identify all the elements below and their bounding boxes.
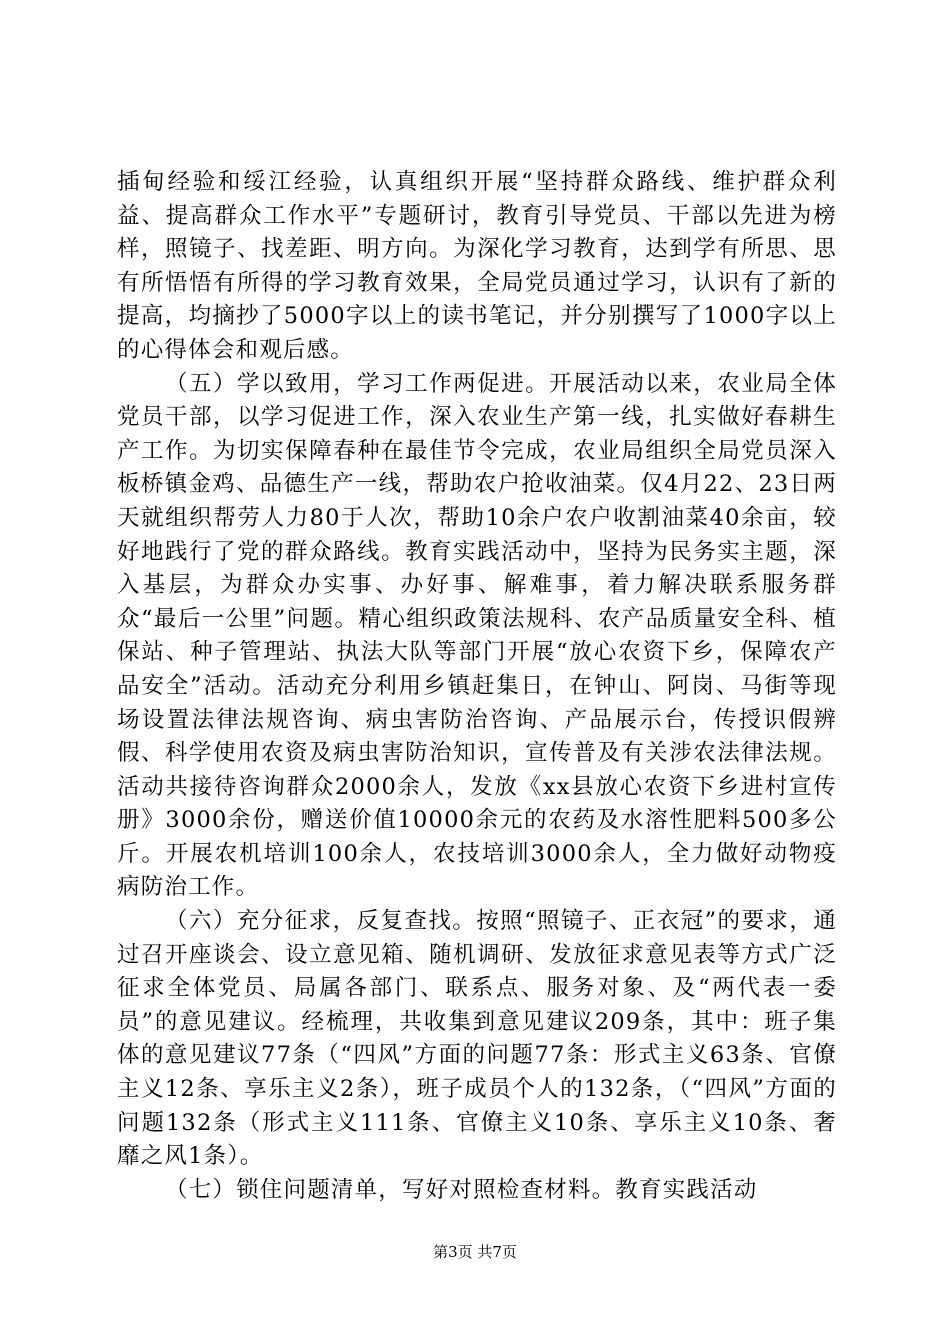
- paragraph-section-5: （五）学以致用，学习工作两促进。开展活动以来，农业局全体党员干部，以学习促进工作，深入农业生产第一线，扎实做好春耕生产工作。为切实保障春种在最佳节令完成，农业局组织全局党员深入板桥镇金鸡、品德生产一线，帮助农户抢收油菜。仅4月22、23日两天就组织帮劳人力80于人次，帮助10余户农户收割油菜40余亩，较好地践行了党的群众路线。教育实践活动中，坚持为民务实主题，深入基层，为群众办实事、办好事、解难事，着力解决联系服务群众“最后一公里”问题。精心组织政策法规科、农产品质量安全科、植保站、种子管理站、执法大队等部门开展“放心农资下乡，保障农产品安全”活动。活动充分利用乡镇赶集日，在钟山、阿岗、马街等现场设置法律法规咨询、病虫害防治咨询、产品展示台，传授识假辨假、科学使用农资及病虫害防治知识，宣传普及有关涉农法律法规。活动共接待咨询群众2000余人，发放《xx县放心农资下乡进村宣传册》3000余份，赠送价值10000余元的农药及水溶性肥料500多公斤。开展农机培训100余人，农技培训3000余人，全力做好动物疫病防治工作。: [117, 370, 837, 901]
- page-number: 第3页 共7页: [433, 1243, 517, 1261]
- paragraph-section-7: （七）锁住问题清单，写好对照检查材料。教育实践活动: [165, 1176, 758, 1203]
- paragraph-section-6: （六）充分征求，反复查找。按照“照镜子、正衣冠”的要求，通过召开座谈会、设立意见箱、随机调研、发放征求意见表等方式广泛征求全体党员、局属各部门、联系点、服务对象、及“两代表一委员”的意见建议。经梳理，共收集到意见建议209条，其中：班子集体的意见建议77条（“四风”方面的问题77条：形式主义63条、官僚主义12条、享乐主义2条），班子成员个人的132条，（“四风”方面的问题132条（形式主义111条、官僚主义10条、享乐主义10条、奢靡之风1条）。: [117, 908, 837, 1170]
- page-footer: [0, 1242, 950, 1262]
- paragraph-continuation: 插甸经验和绥江经验，认真组织开展“坚持群众路线、维护群众利益、提高群众工作水平”专题研讨，教育引导党员、干部以先进为榜样，照镜子、找差距、明方向。为深化学习教育，达到学有所思、思有所悟悟有所得的学习教育效果，全局党员通过学习，认识有了新的提高，均摘抄了5000字以上的读书笔记，并分别撰写了1000字以上的心得体会和观后感。: [117, 169, 837, 363]
- body-text: [117, 166, 837, 1207]
